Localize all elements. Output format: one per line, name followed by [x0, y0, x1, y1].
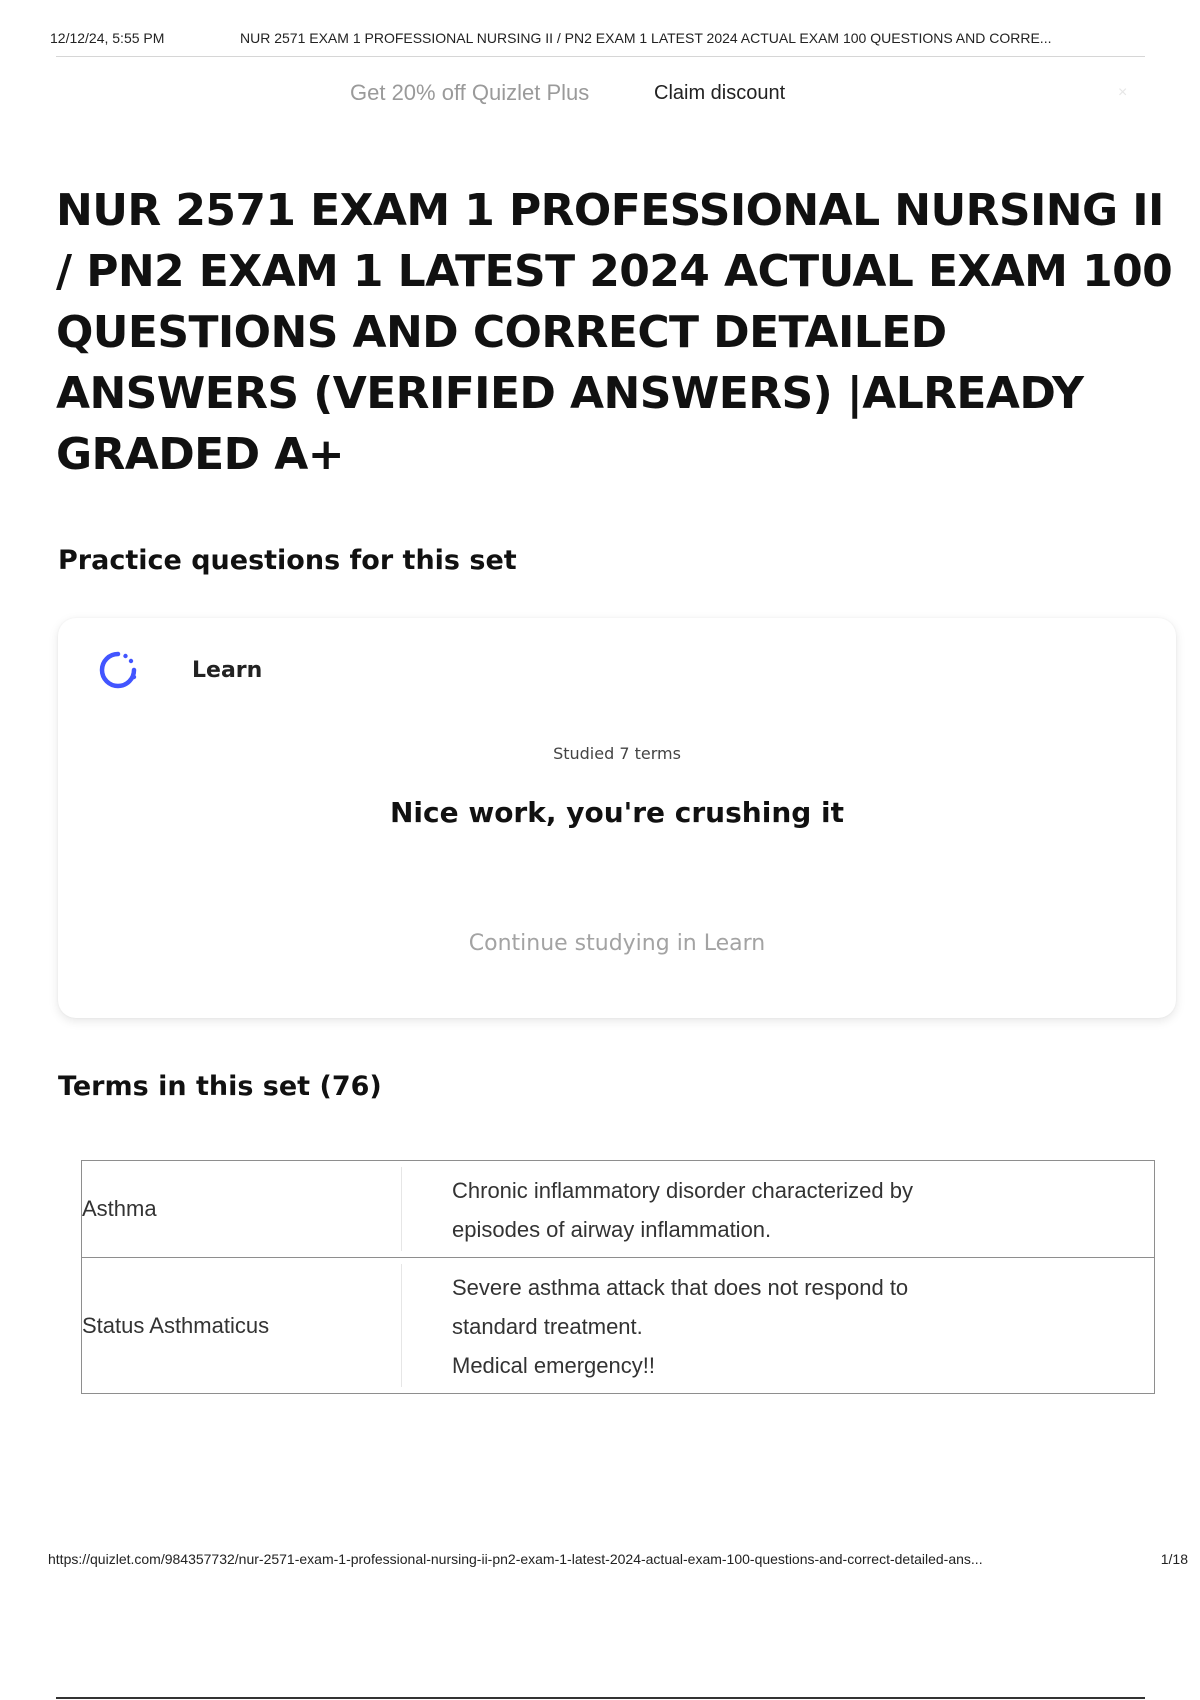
definition-line: Severe asthma attack that does not respond to — [452, 1275, 909, 1300]
print-url: https://quizlet.com/984357732/nur-2571-exam-1-professional-nursing-ii-pn2-exam-1-latest-2024-actual-exam-100-questions-and-correct-detailed-ans... — [48, 1551, 983, 1567]
terms-table — [81, 1160, 1155, 1394]
footer-divider — [56, 1697, 1145, 1699]
definition-line: episodes of airway inflammation. — [452, 1217, 772, 1242]
definition-line: standard treatment. — [452, 1314, 643, 1339]
promo-banner — [0, 80, 1200, 110]
learn-card — [58, 618, 1176, 1018]
close-icon[interactable]: × — [1118, 84, 1128, 101]
term-definition — [452, 1161, 1154, 1257]
page-title: NUR 2571 EXAM 1 PROFESSIONAL NURSING II / PN2 EXAM 1 LATEST 2024 ACTUAL EXAM 100 QUESTIONS AND CORRECT DETAILED ANSWERS (VERIFIED ANSWERS) |ALREADY GRADED A+ — [56, 185, 1173, 480]
print-page-title: NUR 2571 EXAM 1 PROFESSIONAL NURSING II / PN2 EXAM 1 LATEST 2024 ACTUAL EXAM 100 QUESTIONS AND CORRE... — [240, 30, 1052, 46]
term-word: Status Asthmaticus — [82, 1312, 270, 1338]
print-header — [50, 30, 1175, 50]
term-column-divider — [401, 1264, 402, 1387]
claim-discount-link[interactable]: Claim discount — [654, 82, 786, 104]
promo-text: Get 20% off Quizlet Plus — [350, 80, 590, 105]
definition-line: Chronic inflammatory disorder characterized by — [452, 1178, 913, 1203]
term-row — [82, 1161, 1154, 1257]
print-footer — [48, 1551, 1188, 1571]
term-definition — [452, 1258, 1154, 1393]
print-date: 12/12/24, 5:55 PM — [50, 30, 165, 46]
continue-learn-button[interactable]: Continue studying in Learn — [468, 931, 766, 956]
page-number: 1/18 — [1160, 1551, 1188, 1567]
term-word: Asthma — [82, 1196, 157, 1221]
term-row — [82, 1257, 1154, 1393]
studied-count: Studied 7 terms — [553, 744, 681, 763]
term-column-divider — [401, 1167, 402, 1251]
learn-progress-icon — [96, 648, 140, 692]
encouragement-message: Nice work, you're crushing it — [389, 796, 845, 829]
header-divider — [56, 56, 1145, 57]
terms-heading: Terms in this set (76) — [58, 1071, 382, 1102]
learn-mode-label: Learn — [192, 658, 263, 683]
practice-questions-heading: Practice questions for this set — [58, 545, 517, 576]
definition-line: Medical emergency!! — [452, 1353, 655, 1378]
